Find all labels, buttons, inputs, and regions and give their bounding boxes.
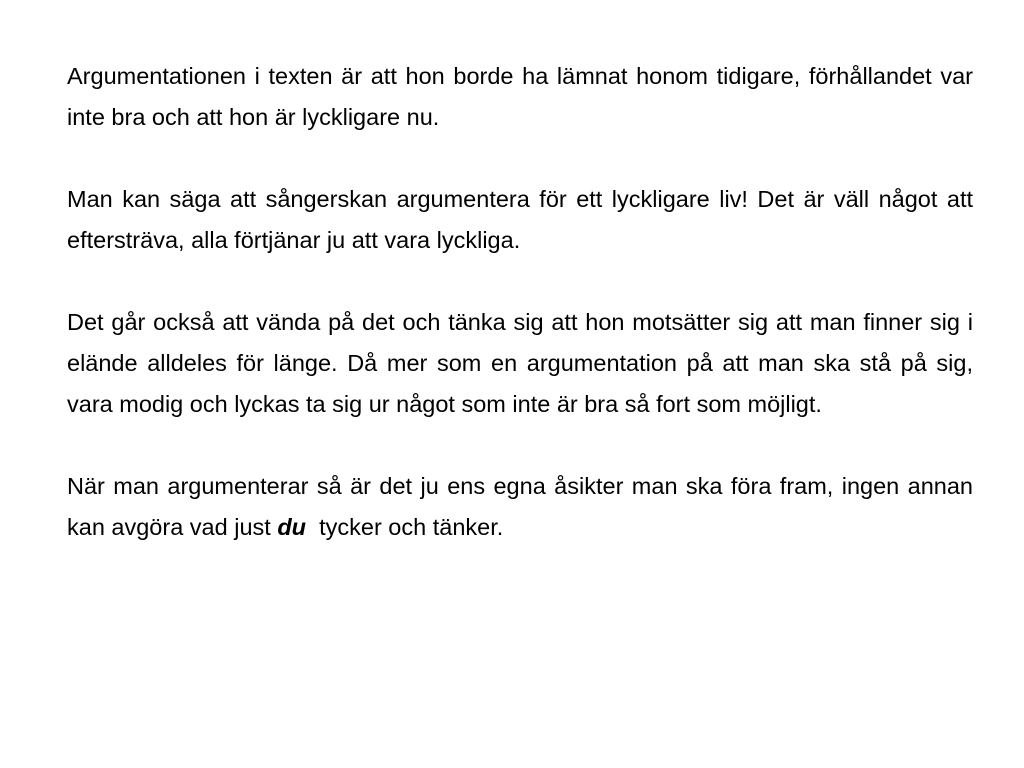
slide-body <box>67 56 973 548</box>
paragraph-3: Det går också att vända på det och tänka sig att hon motsätter sig att man finner sig i elände alldeles för länge. Då mer som en argumentation på att man ska stå på sig, vara modig och lyckas ta sig ur något som inte är bra så fort som möjligt. <box>67 309 973 417</box>
paragraph-4-text-after: tycker och tänker. <box>306 514 504 540</box>
paragraph-2: Man kan säga att sångerskan argumentera för ett lyckligare liv! Det är väll något att eftersträva, alla förtjänar ju att vara lyckliga. <box>67 186 973 253</box>
paragraph-4 <box>67 466 973 548</box>
paragraph-1: Argumentationen i texten är att hon borde ha lämnat honom tidigare, förhållandet var inte bra och att hon är lyckligare nu. <box>67 63 973 130</box>
paragraph-4-text-before: När man argumenterar så är det ju ens egna åsikter man ska föra fram, ingen annan kan avgöra vad just <box>67 473 973 540</box>
paragraph-4-emphasis: du <box>277 514 307 540</box>
